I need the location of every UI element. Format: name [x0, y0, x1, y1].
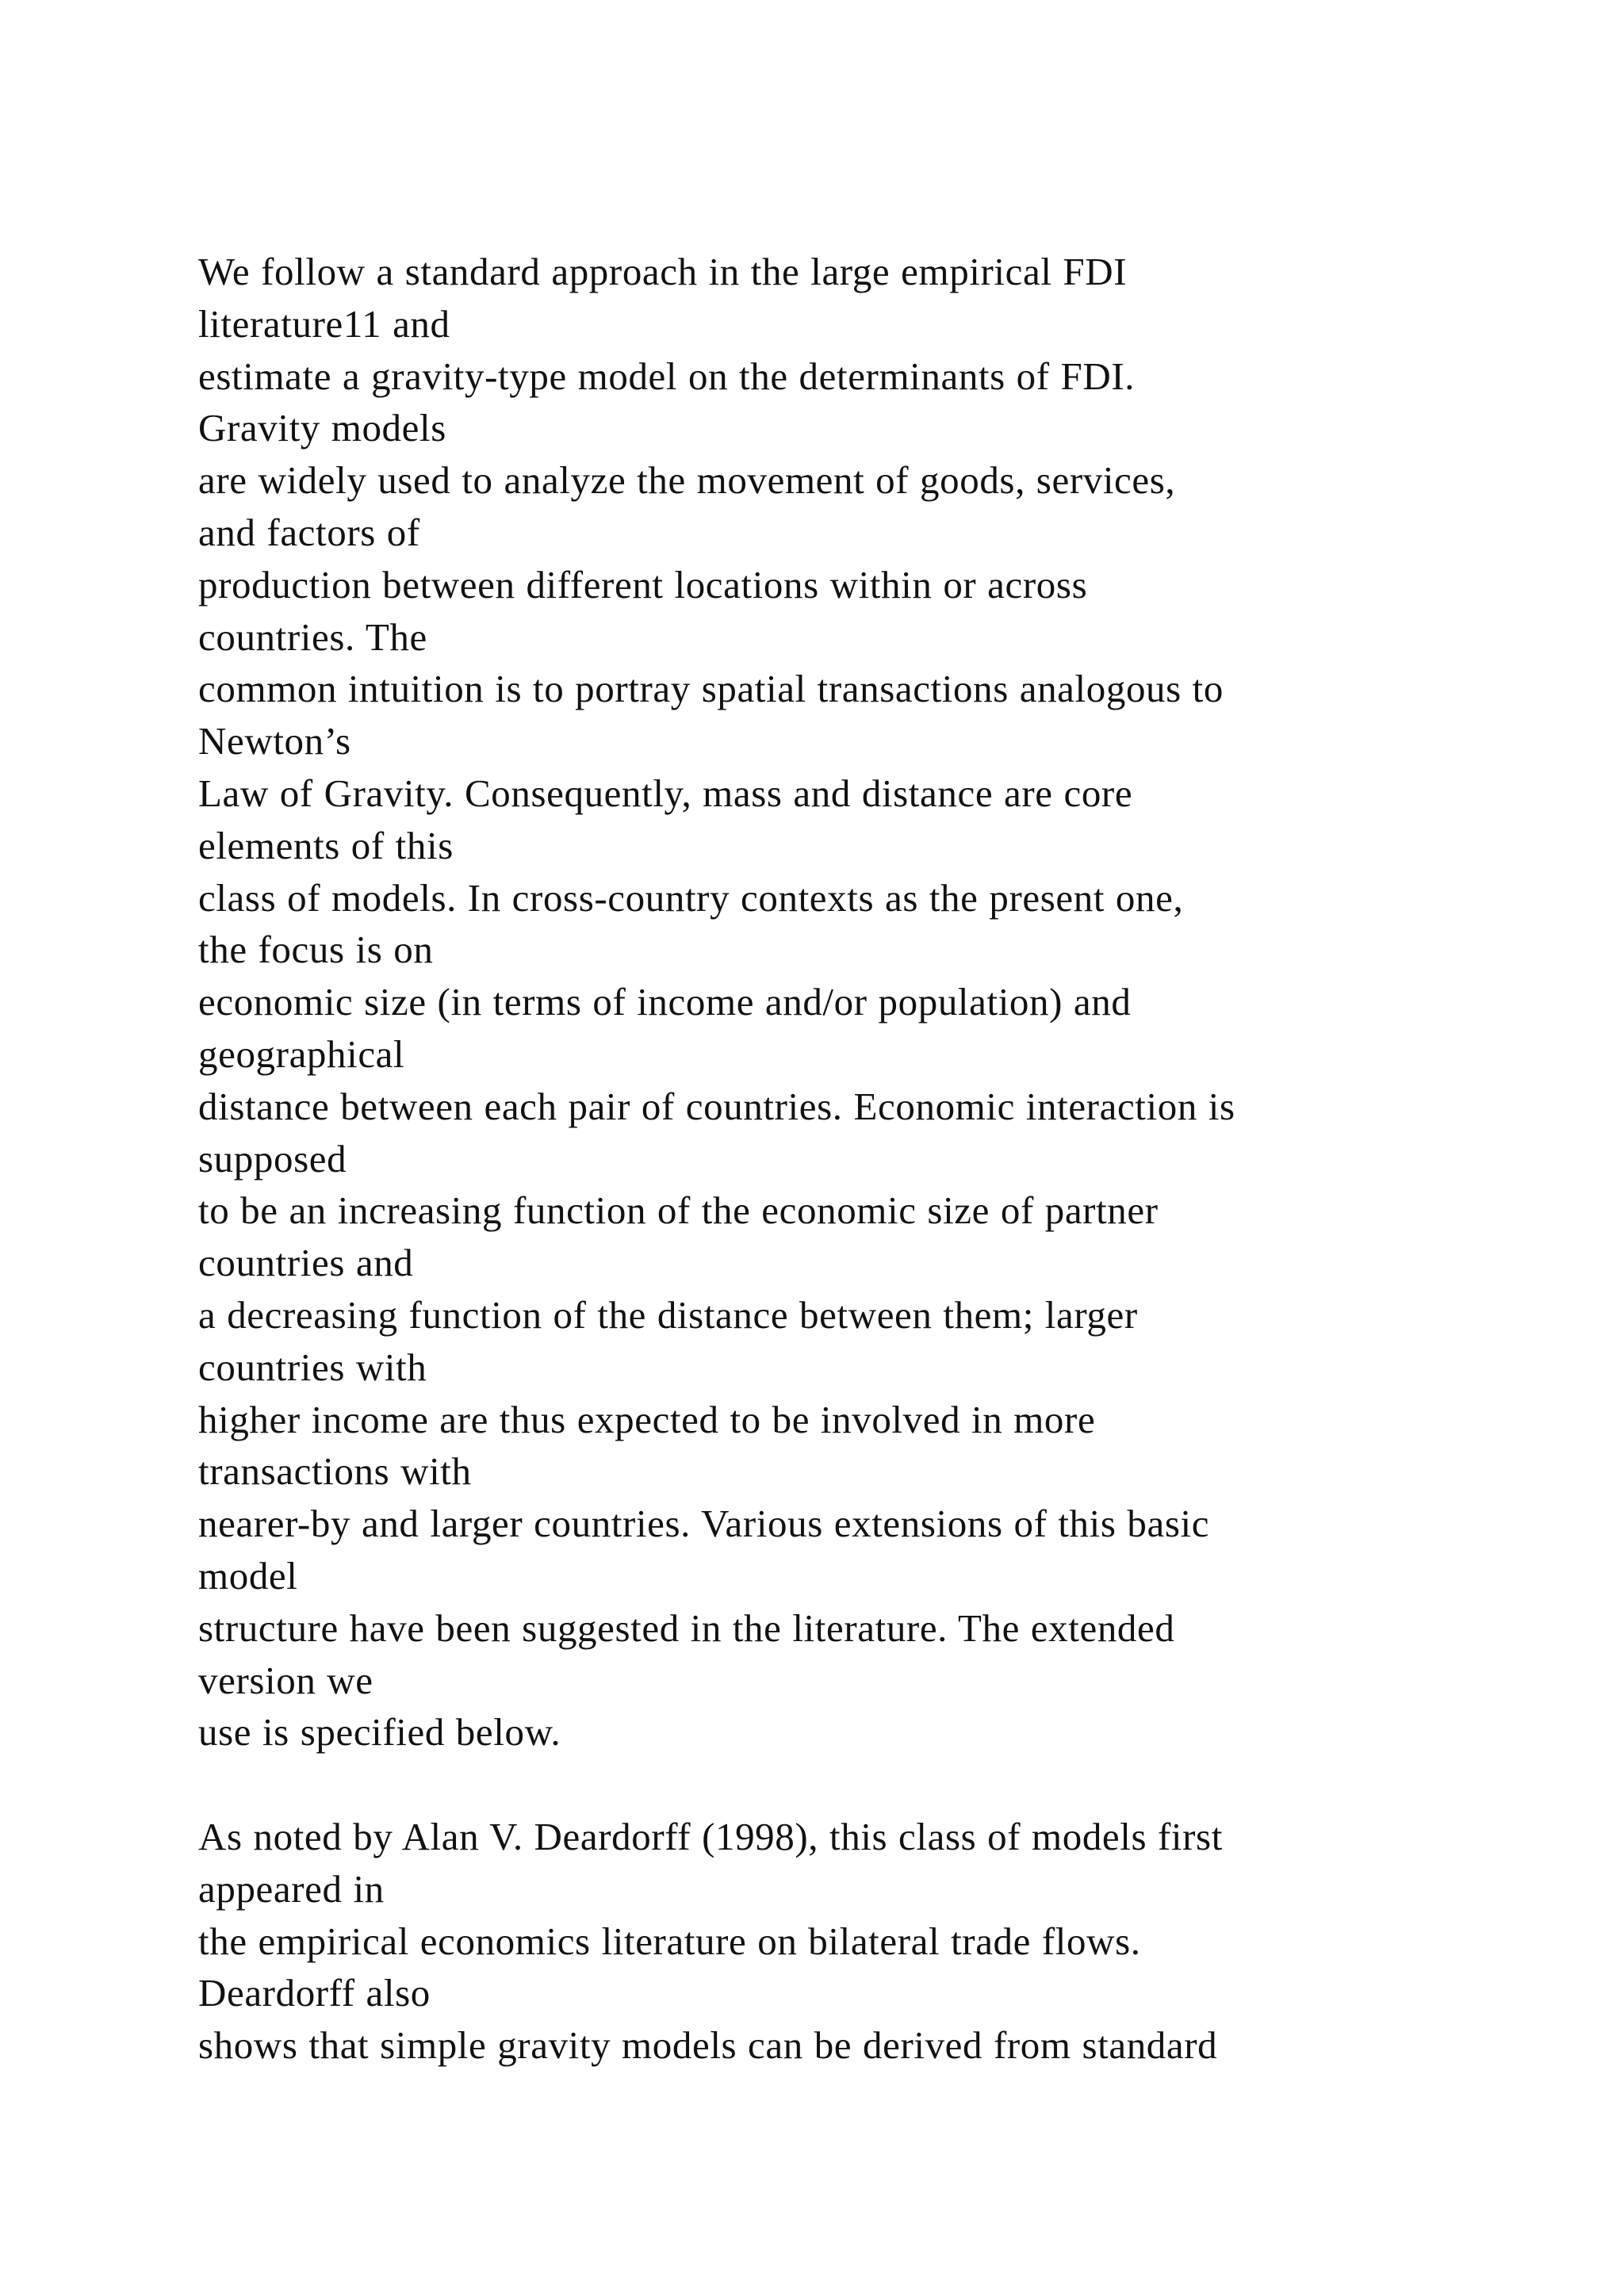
- text-line: class of models. In cross-country contexts as the present one,: [198, 875, 1184, 920]
- text-line: common intuition is to portray spatial transactions analogous to: [198, 667, 1224, 711]
- text-line: are widely used to analyze the movement of goods, services,: [198, 458, 1176, 503]
- text-line: distance between each pair of countries. Economic interaction is: [198, 1084, 1235, 1128]
- text-line: We follow a standard approach in the large empirical FDI: [198, 250, 1128, 293]
- text-line: use is specified below.: [198, 1710, 561, 1755]
- text-line: Law of Gravity. Consequently, mass and distance are core: [198, 771, 1133, 815]
- text-line: the empirical economics literature on bilateral trade flows.: [198, 1919, 1141, 1963]
- text-line: structure have been suggested in the literature. The extended: [198, 1605, 1175, 1650]
- text-line: Gravity models: [198, 406, 446, 450]
- text-line: and factors of: [198, 510, 420, 554]
- text-line: higher income are thus expected to be involved in more: [198, 1397, 1096, 1441]
- text-line: Deardorff also: [198, 1971, 431, 2015]
- text-line: version we: [198, 1658, 373, 1702]
- paragraph-2: [198, 1811, 1594, 2072]
- text-line: production between different locations within or across: [198, 562, 1088, 607]
- body-text: [198, 246, 1594, 2072]
- paragraph-1: [198, 246, 1594, 1758]
- text-line: countries with: [198, 1345, 427, 1389]
- text-line: elements of this: [198, 823, 454, 867]
- text-line: shows that simple gravity models can be derived from standard: [198, 2023, 1218, 2068]
- text-line: estimate a gravity-type model on the determinants of FDI.: [198, 354, 1136, 398]
- text-line: literature11 and: [198, 301, 450, 346]
- text-line: countries. The: [198, 614, 427, 659]
- text-line: model: [198, 1553, 298, 1598]
- paragraph-gap: [198, 1758, 1594, 1811]
- text-line: Newton’s: [198, 719, 351, 763]
- text-line: geographical: [198, 1031, 405, 1076]
- text-line: transactions with: [198, 1449, 472, 1494]
- text-line: supposed: [198, 1136, 347, 1181]
- text-line: As noted by Alan V. Deardorff (1998), this class of models first: [198, 1814, 1223, 1858]
- text-line: the focus is on: [198, 928, 434, 972]
- text-line: appeared in: [198, 1866, 385, 1911]
- text-line: a decreasing function of the distance between them; larger: [198, 1292, 1138, 1337]
- text-line: countries and: [198, 1241, 414, 1285]
- text-line: economic size (in terms of income and/or population) and: [198, 980, 1132, 1024]
- text-line: to be an increasing function of the economic size of partner: [198, 1188, 1159, 1233]
- text-line: nearer-by and larger countries. Various extensions of this basic: [198, 1502, 1210, 1546]
